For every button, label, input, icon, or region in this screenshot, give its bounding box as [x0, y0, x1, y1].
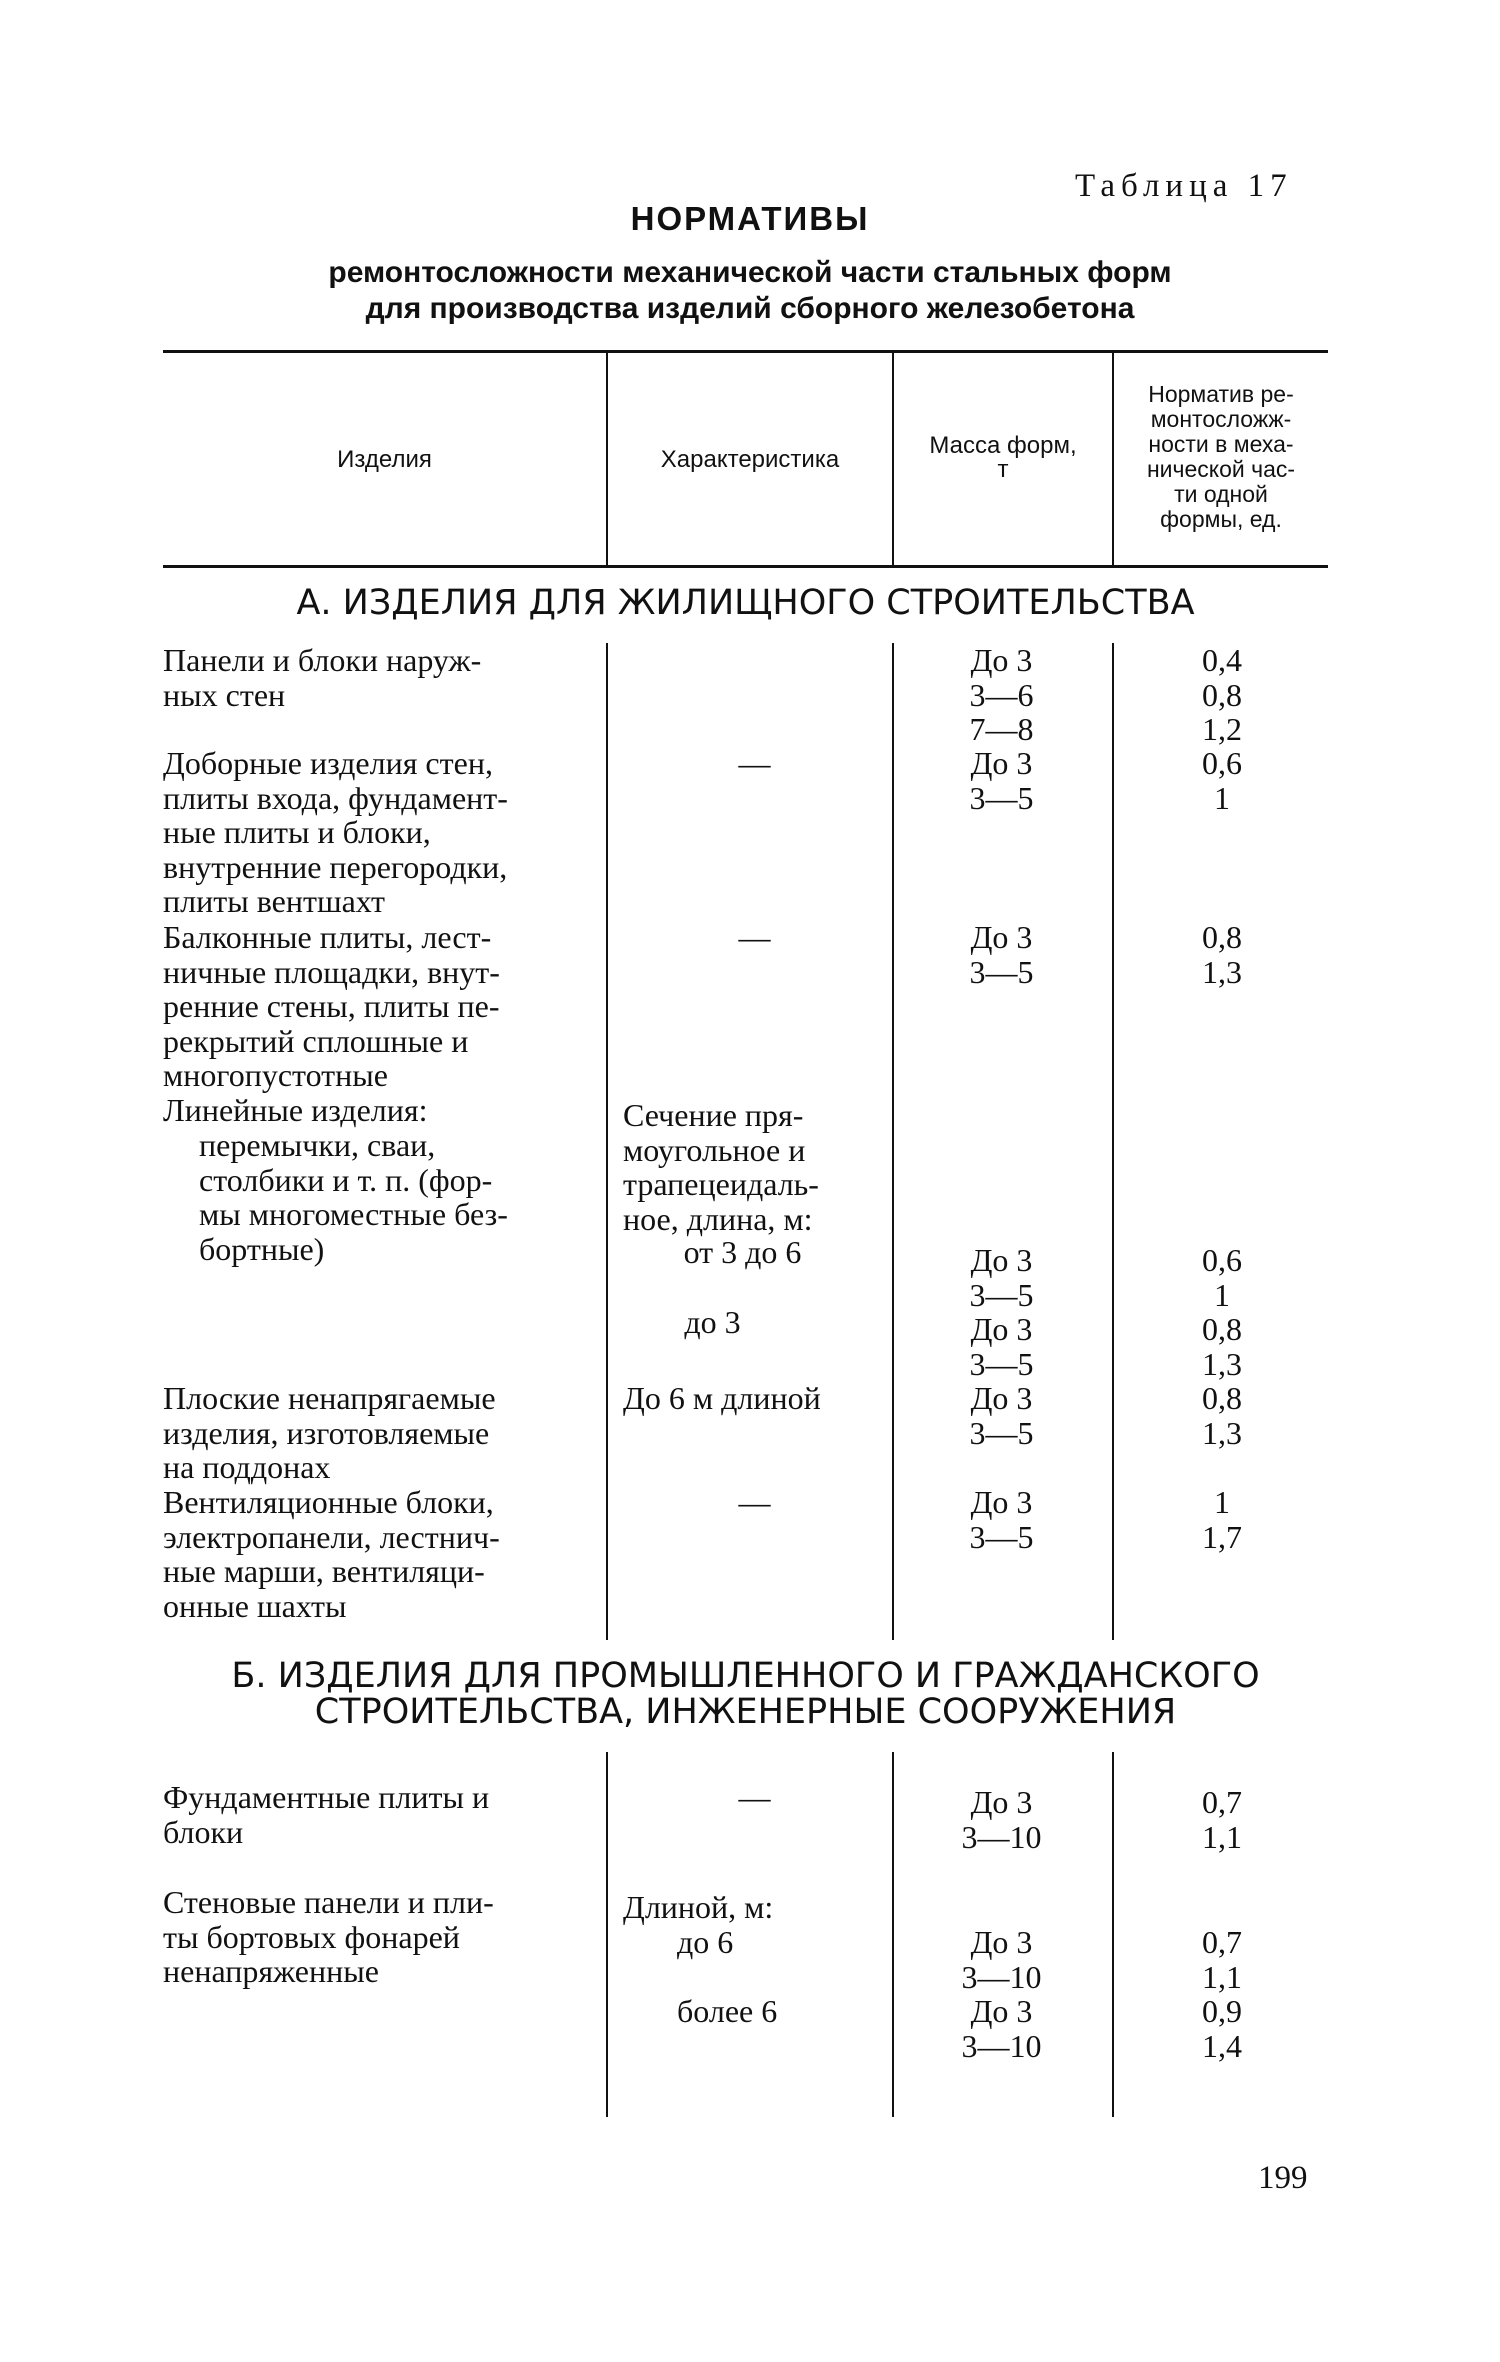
- section-a-divider-1: [606, 643, 608, 1640]
- row-a4-sub1-mass: До 3 3—5: [969, 1242, 1034, 1313]
- row-a2-product: Доборные изделия стен, плиты входа, фундамент- ные плиты и блоки, внутренние перегородки, плиты вентшахт: [163, 745, 508, 919]
- column-header-mass: Масса форм, т: [929, 432, 1077, 483]
- row-a4-sub2-norm: 0,8 1,3: [1202, 1311, 1242, 1382]
- row-a6-characteristic: —: [738, 1484, 771, 1520]
- column-header-product: Изделия: [337, 446, 432, 473]
- section-a-divider-3: [1112, 643, 1114, 1640]
- row-a1-norm: 0,4 0,8 1,2: [1202, 642, 1242, 747]
- row-a6-norm: 1 1,7: [1202, 1484, 1242, 1555]
- section-b-divider-3: [1112, 1752, 1114, 2117]
- row-a3-norm: 0,8 1,3: [1202, 919, 1242, 990]
- row-b1-characteristic: —: [738, 1779, 771, 1815]
- row-b1-norm: 0,7 1,1: [1202, 1784, 1242, 1855]
- row-a3-characteristic: —: [738, 919, 771, 955]
- row-a5-mass: До 3 3—5: [969, 1380, 1034, 1451]
- table-title: НОРМАТИВЫ: [630, 200, 870, 237]
- row-b1-mass: До 3 3—10: [961, 1784, 1042, 1855]
- row-a4-characteristic: Сечение пря- моугольное и трапецеидаль- ное, длина, м:: [623, 1097, 819, 1237]
- section-a-title: А. ИЗДЕЛИЯ ДЛЯ ЖИЛИЩНОГО СТРОИТЕЛЬСТВА: [296, 583, 1195, 623]
- row-a5-product: Плоские ненапрягаемые изделия, изготовляемые на поддонах: [163, 1380, 496, 1485]
- row-a2-norm: 0,6 1: [1202, 745, 1242, 816]
- row-a4-sub2-mass: До 3 3—5: [969, 1311, 1034, 1382]
- row-a3-product: Балконные плиты, лест- ничные площадки, внут- ренние стены, плиты пе- рекрытий сплошные и многопустотные: [163, 919, 500, 1093]
- row-b2-sub2-norm: 0,9 1,4: [1202, 1993, 1242, 2064]
- row-a3-mass: До 3 3—5: [969, 919, 1034, 990]
- row-a1-product: Панели и блоки наруж- ных стен: [163, 642, 482, 713]
- row-a4-sub2-characteristic: до 3: [684, 1304, 741, 1340]
- row-b2-sub2-mass: До 3 3—10: [961, 1993, 1042, 2064]
- section-b-title: Б. ИЗДЕЛИЯ ДЛЯ ПРОМЫШЛЕННОГО И ГРАЖДАНСКОГО СТРОИТЕЛЬСТВА, ИНЖЕНЕРНЫЕ СООРУЖЕНИЯ: [231, 1656, 1260, 1732]
- row-b2-sub1-characteristic: до 6: [677, 1924, 734, 1960]
- row-a4-product-head: Линейные изделия:: [163, 1092, 428, 1128]
- row-a2-mass: До 3 3—5: [969, 745, 1034, 816]
- table-subtitle-line-2: для производства изделий сборного железобетона: [365, 292, 1135, 325]
- row-a6-mass: До 3 3—5: [969, 1484, 1034, 1555]
- table-subtitle-line-1: ремонтосложности механической части стальных форм: [328, 256, 1172, 289]
- section-b-divider-1: [606, 1752, 608, 2117]
- row-a2-characteristic: —: [738, 745, 771, 781]
- row-b2-sub2-characteristic: более 6: [677, 1993, 778, 2029]
- row-b2-sub1-norm: 0,7 1,1: [1202, 1924, 1242, 1995]
- row-b2-sub1-mass: До 3 3—10: [961, 1924, 1042, 1995]
- row-b1-product: Фундаментные плиты и блоки: [163, 1779, 490, 1850]
- column-header-characteristic: Характеристика: [660, 446, 840, 473]
- row-b2-product: Стеновые панели и пли- ты бортовых фонарей ненапряженные: [163, 1884, 494, 1989]
- row-a5-characteristic: До 6 м длиной: [623, 1380, 821, 1416]
- row-a6-product: Вентиляционные блоки, электропанели, лестнич- ные марши, вентиляци- онные шахты: [163, 1484, 500, 1624]
- table-label: Таблица 17: [1075, 168, 1293, 204]
- row-a4-product: перемычки, сваи, столбики и т. п. (фор- мы многоместные без- бортные): [199, 1127, 508, 1267]
- header-bottom-rule: [163, 565, 1328, 568]
- row-b2-characteristic: Длиной, м:: [623, 1889, 774, 1925]
- page-number: 199: [1258, 2160, 1308, 2196]
- table-top-rule: [163, 350, 1328, 353]
- column-header-norm: Норматив ре- монтосложж- ности в меха- нической час- ти одной формы, ед.: [1146, 381, 1296, 532]
- row-a4-sub1-norm: 0,6 1: [1202, 1242, 1242, 1313]
- row-a5-norm: 0,8 1,3: [1202, 1380, 1242, 1451]
- row-a4-sub1-characteristic: от 3 до 6: [683, 1234, 802, 1270]
- row-a1-mass: До 3 3—6 7—8: [969, 642, 1034, 747]
